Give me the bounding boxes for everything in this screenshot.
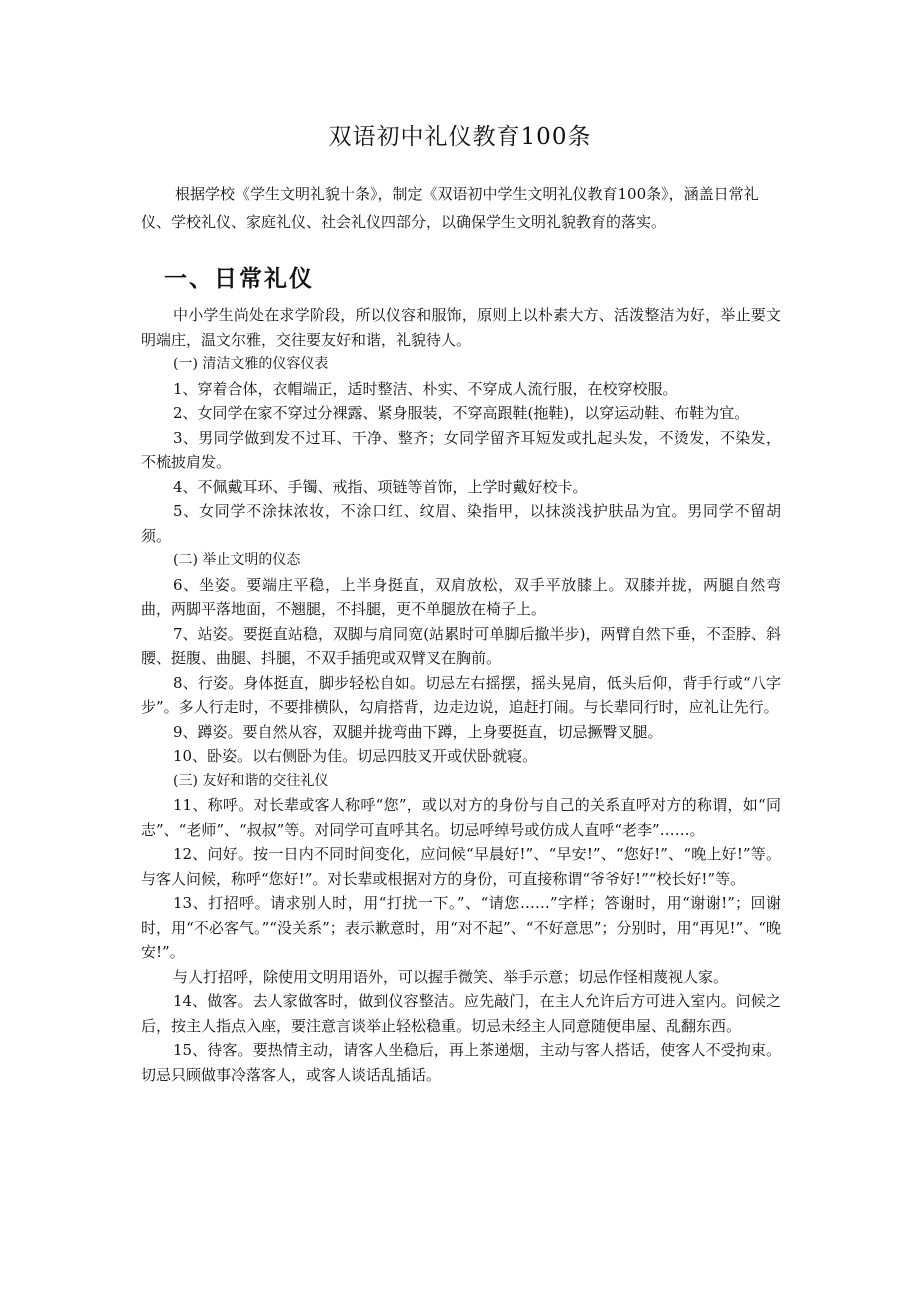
list-item: 3、男同学做到发不过耳、干净、整齐；女同学留齐耳短发或扎起头发，不烫发，不染发，不梳披肩发。 (141, 428, 781, 471)
subsection-heading: (三) 友好和谐的交往礼仪 (173, 772, 329, 789)
list-item: 12、问好。按一日内不同时间变化，应问候“早晨好!”、“早安!”、“您好!”、“晚上好!”等。与客人问候，称呼“您好!”。对长辈或根据对方的身份，可直接称谓“爷爷好!”“校长好!”等。 (141, 845, 781, 888)
list-item: 6、坐姿。要端庄平稳，上半身挺直，双肩放松，双手平放膝上。双膝并拢，两腿自然弯曲，两脚平落地面，不翘腿，不抖腿，更不单腿放在椅子上。 (141, 575, 781, 618)
list-item: 10、卧姿。以右侧卧为佳。切忌四肢叉开或伏卧就寝。 (173, 747, 538, 765)
list-item: 11、称呼。对长辈或客人称呼“您”，或以对方的身份与自己的关系直呼对方的称谓，如“同志”、“老师”、“叔叔”等。对同学可直呼其名。切忌呼绰号或仿成人直呼“老李”……。 (141, 796, 781, 839)
list-item: 13、打招呼。请求别人时，用“打扰一下。”、“请您……”字样；答谢时，用“谢谢!”；回谢时，用“不必客气。”“没关系”；表示歉意时，用“对不起”、“不好意思”；分别时，用“再见!”、“晚安!”。 (141, 894, 781, 961)
document-title: 双语初中礼仪教育100条 (328, 124, 592, 150)
list-item: 2、女同学在家不穿过分裸露、紧身服装，不穿高跟鞋(拖鞋)，以穿运动鞋、布鞋为宜。 (173, 404, 750, 422)
list-item: 14、做客。去人家做客时，做到仪容整洁。应先敲门，在主人允许后方可进入室内。问候之后，按主人指点入座，要注意言谈举止轻松稳重。切忌未经主人同意随便串屋、乱翻东西。 (141, 992, 781, 1035)
list-item: 5、女同学不涂抹浓妆，不涂口红、纹眉、染指甲，以抹淡浅护肤品为宜。男同学不留胡须。 (141, 502, 781, 545)
section-heading-daily-etiquette: 一、日常礼仪 (164, 265, 314, 292)
subsection-heading: (二) 举止文明的仪态 (173, 552, 301, 568)
list-item: 9、蹲姿。要自然从容，双腿并拢弯曲下蹲，上身要挺直，切忌撅臀叉腿。 (173, 722, 663, 741)
subsection-heading: (一) 清洁文雅的仪容仪表 (173, 356, 329, 372)
list-item: 与人打招呼，除使用文明用语外，可以握手微笑、举手示意；切忌作怪相蔑视人家。 (173, 967, 729, 986)
list-item: 1、穿着合体，衣帽端正，适时整洁、朴实、不穿成人流行服，在校穿校服。 (173, 379, 678, 398)
list-item: 8、行姿。身体挺直，脚步轻松自如。切忌左右摇摆，摇头晃肩，低头后仰，背手行或“八字步”。多人行走时，不要排横队，勾肩搭背，边走边说，追赶打闹。与长辈同行时，应礼让先行。 (141, 673, 781, 716)
section-lead-paragraph: 中小学生尚处在求学阶段，所以仪容和服饰，原则上以朴素大方、活泼整洁为好，举止要文明端庄，温文尔雅，交往要友好和谐，礼貌待人。 (141, 306, 781, 349)
list-item: 4、不佩戴耳环、手镯、戒指、项链等首饰，上学时戴好校卡。 (173, 477, 588, 496)
list-item: 7、站姿。要挺直站稳，双脚与肩同宽(站累时可单脚后撤半步)，两臂自然下垂，不歪脖、斜腰、挺腹、曲腿、抖腿，不双手插兜或双臂叉在胸前。 (141, 624, 781, 667)
intro-paragraph: 根据学校《学生文明礼貌十条》，制定《双语初中学生文明礼仪教育100条》，涵盖日常礼仪、学校礼仪、家庭礼仪、社会礼仪四部分，以确保学生文明礼貌教育的落实。 (141, 185, 759, 231)
list-item: 15、待客。要热情主动，请客人坐稳后，再上茶递烟，主动与客人搭话，使客人不受拘束。切忌只顾做事冷落客人，或客人谈话乱插话。 (141, 1041, 781, 1084)
section-body (141, 303, 781, 1087)
